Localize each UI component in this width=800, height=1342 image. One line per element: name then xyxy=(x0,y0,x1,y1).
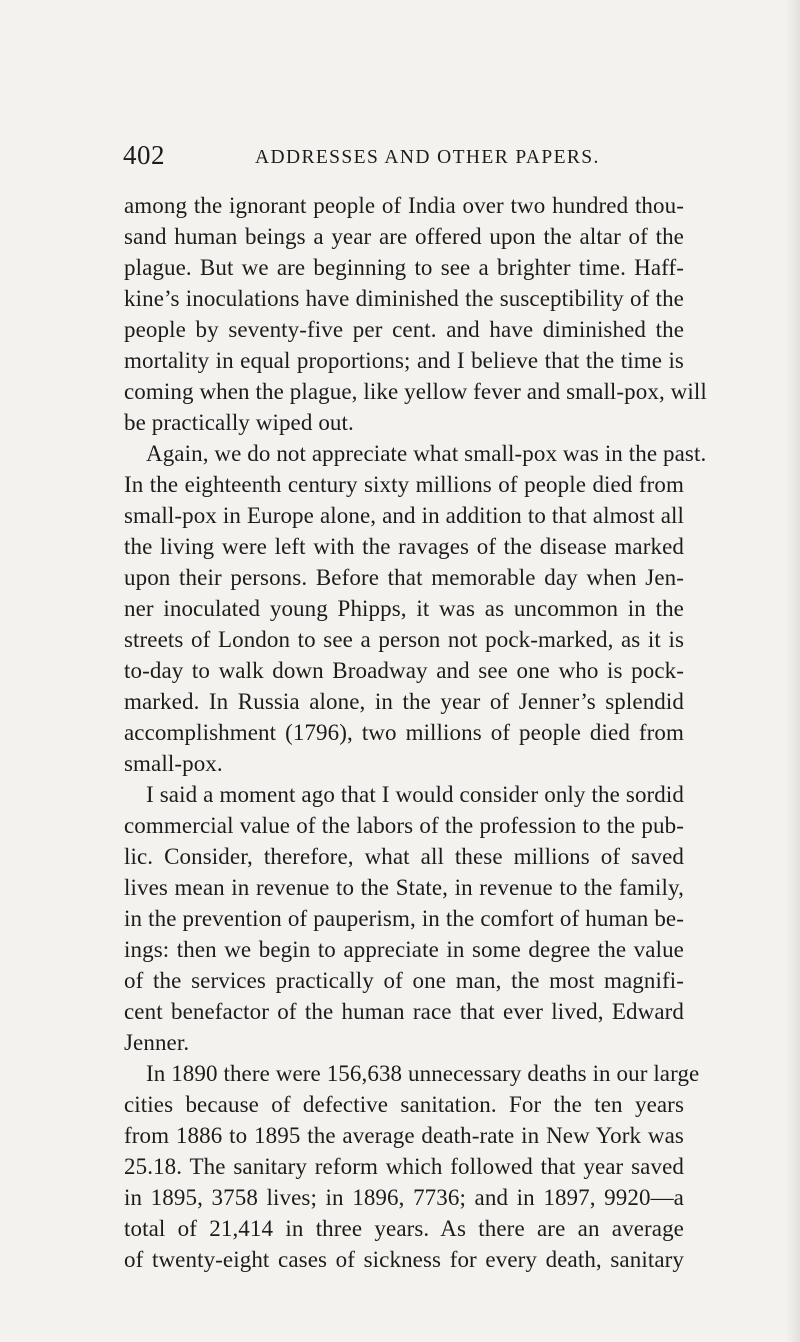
text-line: to-day to walk down Broadway and see one who is pock- xyxy=(124,658,684,683)
text-line: lic. Consider, therefore, what all these millions of saved xyxy=(124,844,684,869)
text-line: upon their persons. Before that memorable day when Jen- xyxy=(124,565,684,590)
text-line: be practically wiped out. xyxy=(124,410,354,435)
text-line: of the services practically of one man, the most magnifi- xyxy=(124,968,684,993)
text-line: of twenty-eight cases of sickness for every death, sanitary xyxy=(124,1247,684,1272)
text-line: total of 21,414 in three years. As there are an average xyxy=(124,1216,684,1241)
text-line: Jenner. xyxy=(124,1030,190,1055)
text-line: mortality in equal proportions; and I believe that the time is xyxy=(124,348,684,373)
text-line: the living were left with the ravages of the disease marked xyxy=(124,534,684,559)
body-text xyxy=(124,190,707,1275)
text-line: ings: then we begin to appreciate in some degree the value xyxy=(124,937,684,962)
page-header xyxy=(0,140,800,180)
text-line: among the ignorant people of India over two hundred thou- xyxy=(124,193,684,218)
text-line: In the eighteenth century sixty millions of people died from xyxy=(124,472,684,497)
text-line: cities because of defective sanitation. For the ten years xyxy=(124,1092,684,1117)
text-line: sand human beings a year are offered upon the altar of the xyxy=(124,224,684,249)
text-line: small-pox in Europe alone, and in addition to that almost all xyxy=(124,503,684,528)
text-line: from 1886 to 1895 the average death-rate in New York was xyxy=(124,1123,684,1148)
text-line: ner inoculated young Phipps, it was as uncommon in the xyxy=(124,596,684,621)
text-line: people by seventy-five per cent. and have diminished the xyxy=(124,317,684,342)
text-line: 25.18. The sanitary reform which followed that year saved xyxy=(124,1154,684,1179)
text-line: kine’s inoculations have diminished the susceptibility of the xyxy=(124,286,684,311)
text-line: in 1895, 3758 lives; in 1896, 7736; and in 1897, 9920—a xyxy=(124,1185,684,1210)
text-line: lives mean in revenue to the State, in revenue to the family, xyxy=(124,875,684,900)
page-number: 402 xyxy=(123,140,165,170)
paragraph-start-line: I said a moment ago that I would consider only the sordid xyxy=(146,782,684,807)
text-line: commercial value of the labors of the profession to the pub- xyxy=(124,813,684,838)
text-line: in the prevention of pauperism, in the comfort of human be- xyxy=(124,906,684,931)
page-edge-shadow xyxy=(786,0,800,1342)
text-line: cent benefactor of the human race that ever lived, Edward xyxy=(124,999,684,1024)
paragraph-start-line: In 1890 there were 156,638 unnecessary deaths in our large xyxy=(146,1061,700,1086)
text-line: marked. In Russia alone, in the year of Jenner’s splendid xyxy=(124,689,684,714)
text-line: coming when the plague, like yellow fever and small-pox, will xyxy=(124,379,707,404)
running-head: ADDRESSES AND OTHER PAPERS. xyxy=(255,147,600,168)
text-line: streets of London to see a person not pock-marked, as it is xyxy=(124,627,684,652)
text-line: plague. But we are beginning to see a brighter time. Haff- xyxy=(124,255,684,280)
paragraph-start-line: Again, we do not appreciate what small-pox was in the past. xyxy=(146,441,707,466)
text-line: small-pox. xyxy=(124,751,223,776)
text-line: accomplishment (1796), two millions of people died from xyxy=(124,720,684,745)
